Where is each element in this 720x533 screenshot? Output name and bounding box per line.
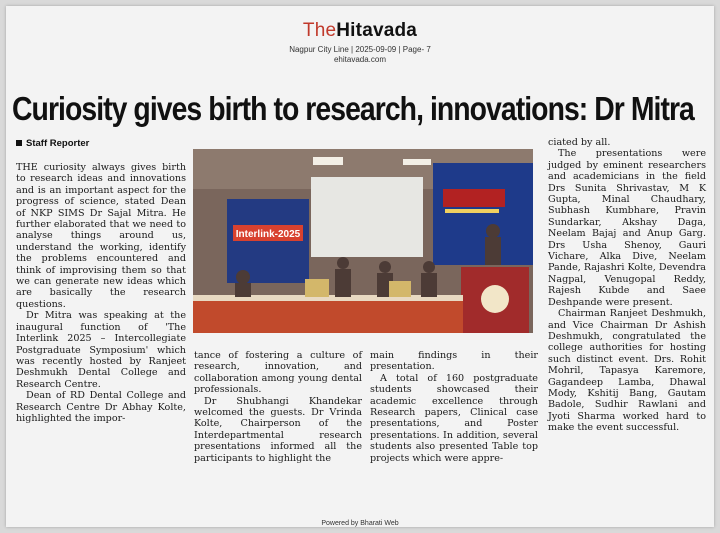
article-column-1	[16, 162, 186, 424]
paragraph: A total of 160 postgraduate students showcased their academic excellence through Research papers, Clinical case presentations, and Poster presentations. In addition, several students also presented Table top projects which were appre-	[370, 372, 538, 464]
masthead	[6, 20, 714, 64]
paragraph: The presentations were judged by eminent researchers and academicians in the field Drs Sunita Shrivastav, M K Gupta, Minal Chaudhary, Subhash Kumbhare, Pravin Sundarkar, Akshay Daga, Neelam Bajaj and Anup Garg. Drs Usha Shenoy, Gauri Vichare, Alka Dive, Neelam Pande, Rajashri Kolte, Devendra Nagpal, Venugopal Reddy, Rajesh Kubde and Saee Deshpande were present.	[548, 148, 706, 308]
article-column-3	[370, 350, 538, 464]
paragraph: main findings in their presentation.	[370, 350, 538, 373]
paragraph: Chairman Ranjeet Deshmukh, and Vice Chairman Dr Ashish Deshmukh, congratulated the college authorities for hosting such distinct event. Drs. Rohit Mohril, Tapasya Karemore, Gagandeep Lamba, Dhawal Mody, Kshitij Bang, Gautam Badole, Sudhir Rawlani and Jyoti Sharma worked hard to make the event successful.	[548, 308, 706, 434]
newspaper-logo: TheHitavada	[302, 20, 418, 41]
paragraph: Dr Shubhangi Khandekar welcomed the guests. Dr Vrinda Kolte, Chairperson of the Interdepartmental research presentations informed all the participants to highlight the	[194, 395, 362, 464]
article-column-4	[548, 137, 706, 434]
paragraph: tance of fostering a culture of research, innovation, and collaboration among young dental professionals.	[194, 350, 362, 396]
article-column-2	[194, 350, 362, 464]
paragraph: ciated by all.	[548, 137, 611, 148]
paragraph: Dean of RD Dental College and Research Centre Dr Abhay Kolte, highlighted the impor-	[16, 390, 186, 424]
byline: Staff Reporter	[16, 138, 89, 149]
square-bullet-icon	[16, 140, 22, 146]
edition-line: Nagpur City Line | 2025-09-09 | Page- 7	[289, 45, 431, 54]
event-photo-illustration	[193, 149, 533, 333]
photo-banner-title: Interlink-2025	[235, 229, 301, 240]
website-link[interactable]: ehitavada.com	[333, 55, 387, 64]
newspaper-page	[6, 6, 714, 527]
article-headline: Curiosity gives birth to research, innovations: Dr Mitra	[12, 90, 694, 127]
paragraph: THE curiosity always gives birth to research ideas and innovations and is an important aspect for the progress of science, stated Dean of NKP SIMS Dr Sajal Mitra. He further elaborated that we need to analyse things around us, understand the working, identify the problems encountered and think of improvising them so that we can generate new ideas which are basically the research questions.	[16, 162, 186, 310]
event-photo	[193, 149, 533, 333]
footer-credit: Powered by Bharati Web	[321, 520, 399, 527]
paragraph: Dr Mitra was speaking at the inaugural function of 'The Interlink 2025 – Intercollegiate Postgraduate Symposium' which was recently hosted by Ranjeet Deshmukh Dental College and Research Centre.	[16, 310, 186, 390]
